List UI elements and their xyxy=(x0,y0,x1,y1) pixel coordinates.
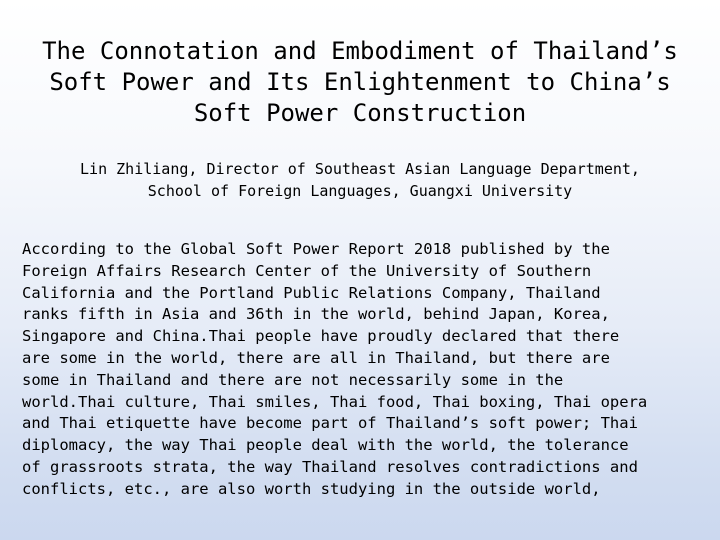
body-line: Foreign Affairs Research Center of the University of Southern xyxy=(22,261,592,280)
body-line: California and the Portland Public Relations Company, Thailand xyxy=(22,283,601,302)
body-line: are some in the world, there are all in Thailand, but there are xyxy=(22,348,610,367)
author-line: Lin Zhiliang, Director of Southeast Asian Language Department, xyxy=(80,160,640,178)
body-line: conflicts, etc., are also worth studying in the outside world, xyxy=(22,479,601,498)
body-line: ranks fifth in Asia and 36th in the world, behind Japan, Korea, xyxy=(22,305,610,324)
author-info xyxy=(20,158,700,202)
body-line: and Thai etiquette have become part of Thailand’s soft power; Thai xyxy=(22,414,638,433)
body-line: Singapore and China.Thai people have proudly declared that there xyxy=(22,327,620,346)
title-line: The Connotation and Embodiment of Thailand’s xyxy=(42,37,678,65)
body-line: According to the Global Soft Power Report 2018 published by the xyxy=(22,240,610,258)
body-line: diplomacy, the way Thai people deal with the world, the tolerance xyxy=(22,436,629,455)
title-line: Soft Power Construction xyxy=(193,99,527,127)
body-line: some in Thailand and there are not necessarily some in the xyxy=(22,370,564,389)
body-line: world.Thai culture, Thai smiles, Thai food, Thai boxing, Thai opera xyxy=(22,392,648,411)
title-line: Soft Power and Its Enlightenment to China’s xyxy=(49,68,671,96)
slide-title xyxy=(20,36,700,129)
body-line: of grassroots strata, the way Thailand resolves contradictions and xyxy=(22,457,638,476)
body-paragraph xyxy=(22,239,712,501)
author-line: School of Foreign Languages, Guangxi University xyxy=(147,182,573,200)
